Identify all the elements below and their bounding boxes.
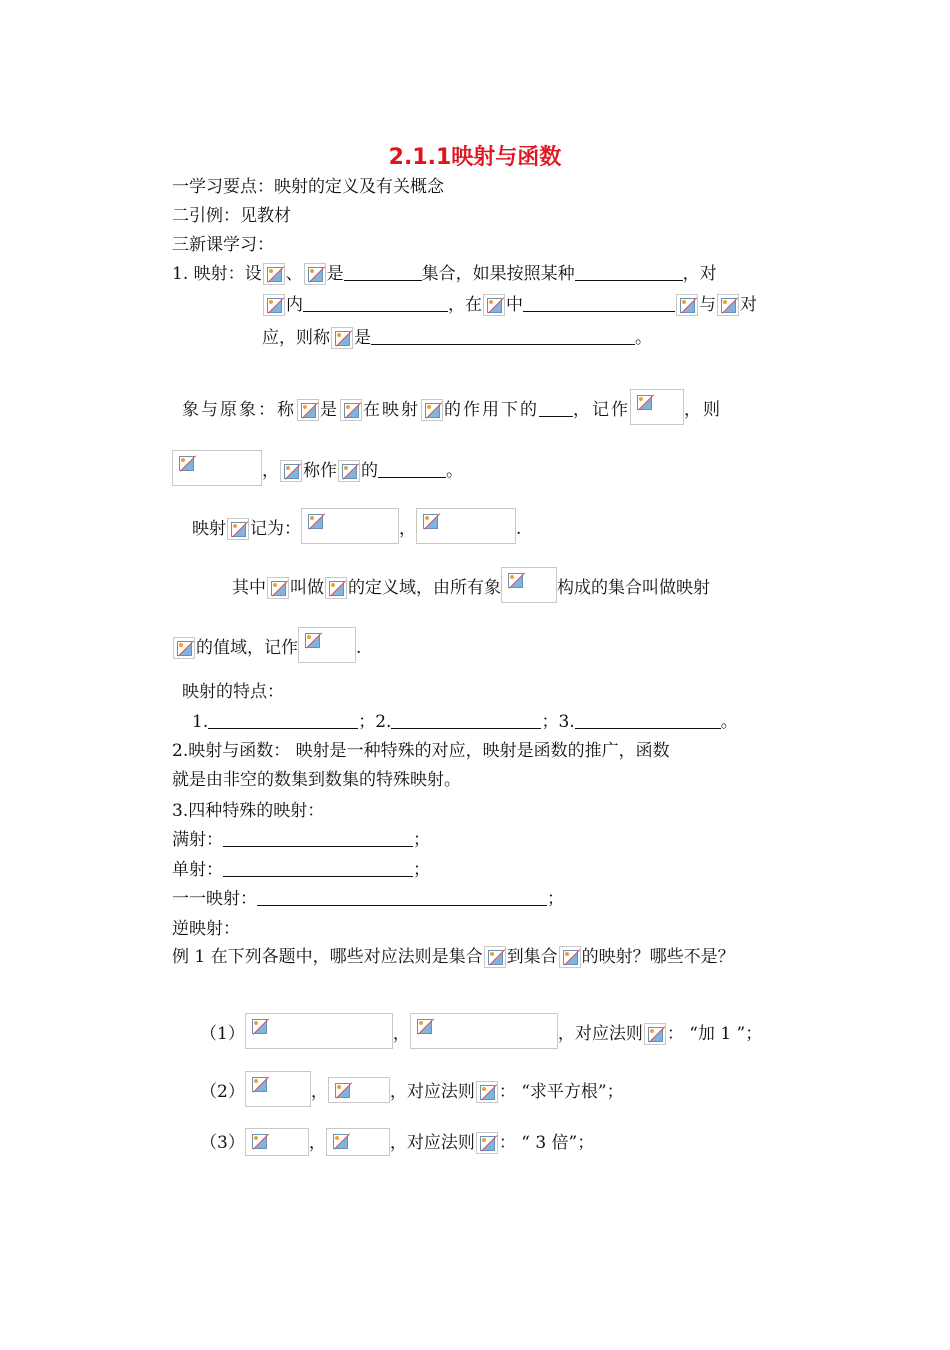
- formula-image-icon: [280, 460, 302, 482]
- blank: [575, 264, 683, 281]
- special-mappings-title: 3.四种特殊的映射：: [172, 801, 325, 821]
- formula-image-icon: [249, 1131, 271, 1153]
- formula-image-icon: [263, 263, 285, 285]
- formula-image-icon: [559, 946, 581, 968]
- formula-image-icon: [420, 511, 442, 533]
- surjection-line: 满射： ；: [172, 830, 430, 850]
- mapping-def-line-3: 应，则称 是 。: [262, 328, 652, 348]
- formula-image-icon: [476, 1081, 498, 1103]
- formula-image-icon: [421, 399, 443, 421]
- formula-image-icon: [634, 392, 656, 414]
- injection-line: 单射： ；: [172, 860, 430, 880]
- mapping-function-line-2: 就是由非空的数集到数集的特殊映射。: [172, 770, 461, 790]
- formula-image-icon: [176, 453, 198, 475]
- formula-image-icon: [249, 1016, 271, 1038]
- blank: [223, 830, 413, 847]
- formula-image-icon: [414, 1016, 436, 1038]
- formula-box: [172, 450, 262, 486]
- section-key-points: 一学习要点：映射的定义及有关概念: [172, 177, 444, 197]
- formula-image-icon: [676, 294, 698, 316]
- example-item-2: （2） ， ，对应法则 ： “求平方根”；: [200, 1071, 624, 1107]
- blank: [378, 461, 446, 478]
- formula-box: [245, 1013, 393, 1049]
- formula-box: [328, 1077, 390, 1103]
- formula-box: [326, 1128, 390, 1156]
- formula-box: [301, 508, 399, 544]
- bijection-line: 一一映射： ；: [172, 889, 564, 909]
- page-title: 2.1.1映射与函数: [388, 145, 562, 170]
- inverse-mapping-line: 逆映射：: [172, 919, 240, 939]
- example-item-3: （3） ， ，对应法则 ： “ 3 倍”；: [200, 1128, 594, 1156]
- formula-image-icon: [267, 577, 289, 599]
- formula-image-icon: [332, 1080, 354, 1102]
- formula-image-icon: [484, 946, 506, 968]
- formula-box: [410, 1013, 558, 1049]
- section-new-lesson: 三新课学习：: [172, 235, 274, 255]
- image-def-line-2: ， 称作 的 。: [172, 450, 463, 486]
- formula-box: [416, 508, 516, 544]
- formula-image-icon: [302, 630, 324, 652]
- formula-image-icon: [331, 327, 353, 349]
- blank: [303, 295, 448, 312]
- mapping-function-line-1: 2.映射与函数： 映射是一种特殊的对应，映射是函数的推广，函数: [172, 741, 670, 761]
- formula-box: [298, 627, 356, 663]
- formula-image-icon: [227, 518, 249, 540]
- formula-image-icon: [325, 577, 347, 599]
- blank: [371, 328, 635, 345]
- formula-box: [501, 567, 557, 603]
- image-def-line-1: 象与原象：称 是 在映射 的作用下的 ，记作 ，则: [182, 389, 722, 425]
- blank: [391, 712, 541, 729]
- blank: [575, 712, 721, 729]
- formula-image-icon: [717, 294, 739, 316]
- blank: [344, 264, 422, 281]
- notation-line: 映射 记为： ， .: [192, 508, 521, 544]
- example-item-1: （1） ， ，对应法则 ： “加 1 ”；: [200, 1013, 762, 1049]
- formula-image-icon: [249, 1074, 271, 1096]
- formula-image-icon: [505, 570, 527, 592]
- formula-image-icon: [483, 294, 505, 316]
- blank: [257, 889, 547, 906]
- blank: [523, 295, 675, 312]
- mapping-def-line-2: 内 ，在 中 与 对: [262, 294, 757, 316]
- formula-image-icon: [304, 263, 326, 285]
- formula-box: [245, 1128, 309, 1156]
- formula-box: [245, 1071, 311, 1107]
- section-intro: 二引例：见教材: [172, 206, 291, 226]
- formula-image-icon: [340, 399, 362, 421]
- formula-image-icon: [476, 1132, 498, 1154]
- features-list: 1. ；2. ；3. 。: [192, 712, 738, 732]
- formula-image-icon: [173, 637, 195, 659]
- features-title: 映射的特点：: [182, 682, 284, 702]
- domain-line-2: 的值域，记作 .: [172, 627, 361, 663]
- blank: [208, 712, 358, 729]
- formula-box: [630, 389, 684, 425]
- example-question: 例 1 在下列各题中，哪些对应法则是集合 到集合 的映射？哪些不是？: [172, 947, 735, 967]
- formula-image-icon: [263, 294, 285, 316]
- formula-image-icon: [644, 1023, 666, 1045]
- mapping-def-line-1: 1. 映射：设 、 是 集合，如果按照某种 ，对: [172, 264, 717, 284]
- blank: [223, 860, 413, 877]
- formula-image-icon: [338, 460, 360, 482]
- formula-image-icon: [330, 1131, 352, 1153]
- formula-image-icon: [305, 511, 327, 533]
- domain-line-1: 其中 叫做 的定义域，由所有象 构成的集合叫做映射: [232, 567, 710, 603]
- blank: [539, 400, 573, 417]
- formula-image-icon: [297, 399, 319, 421]
